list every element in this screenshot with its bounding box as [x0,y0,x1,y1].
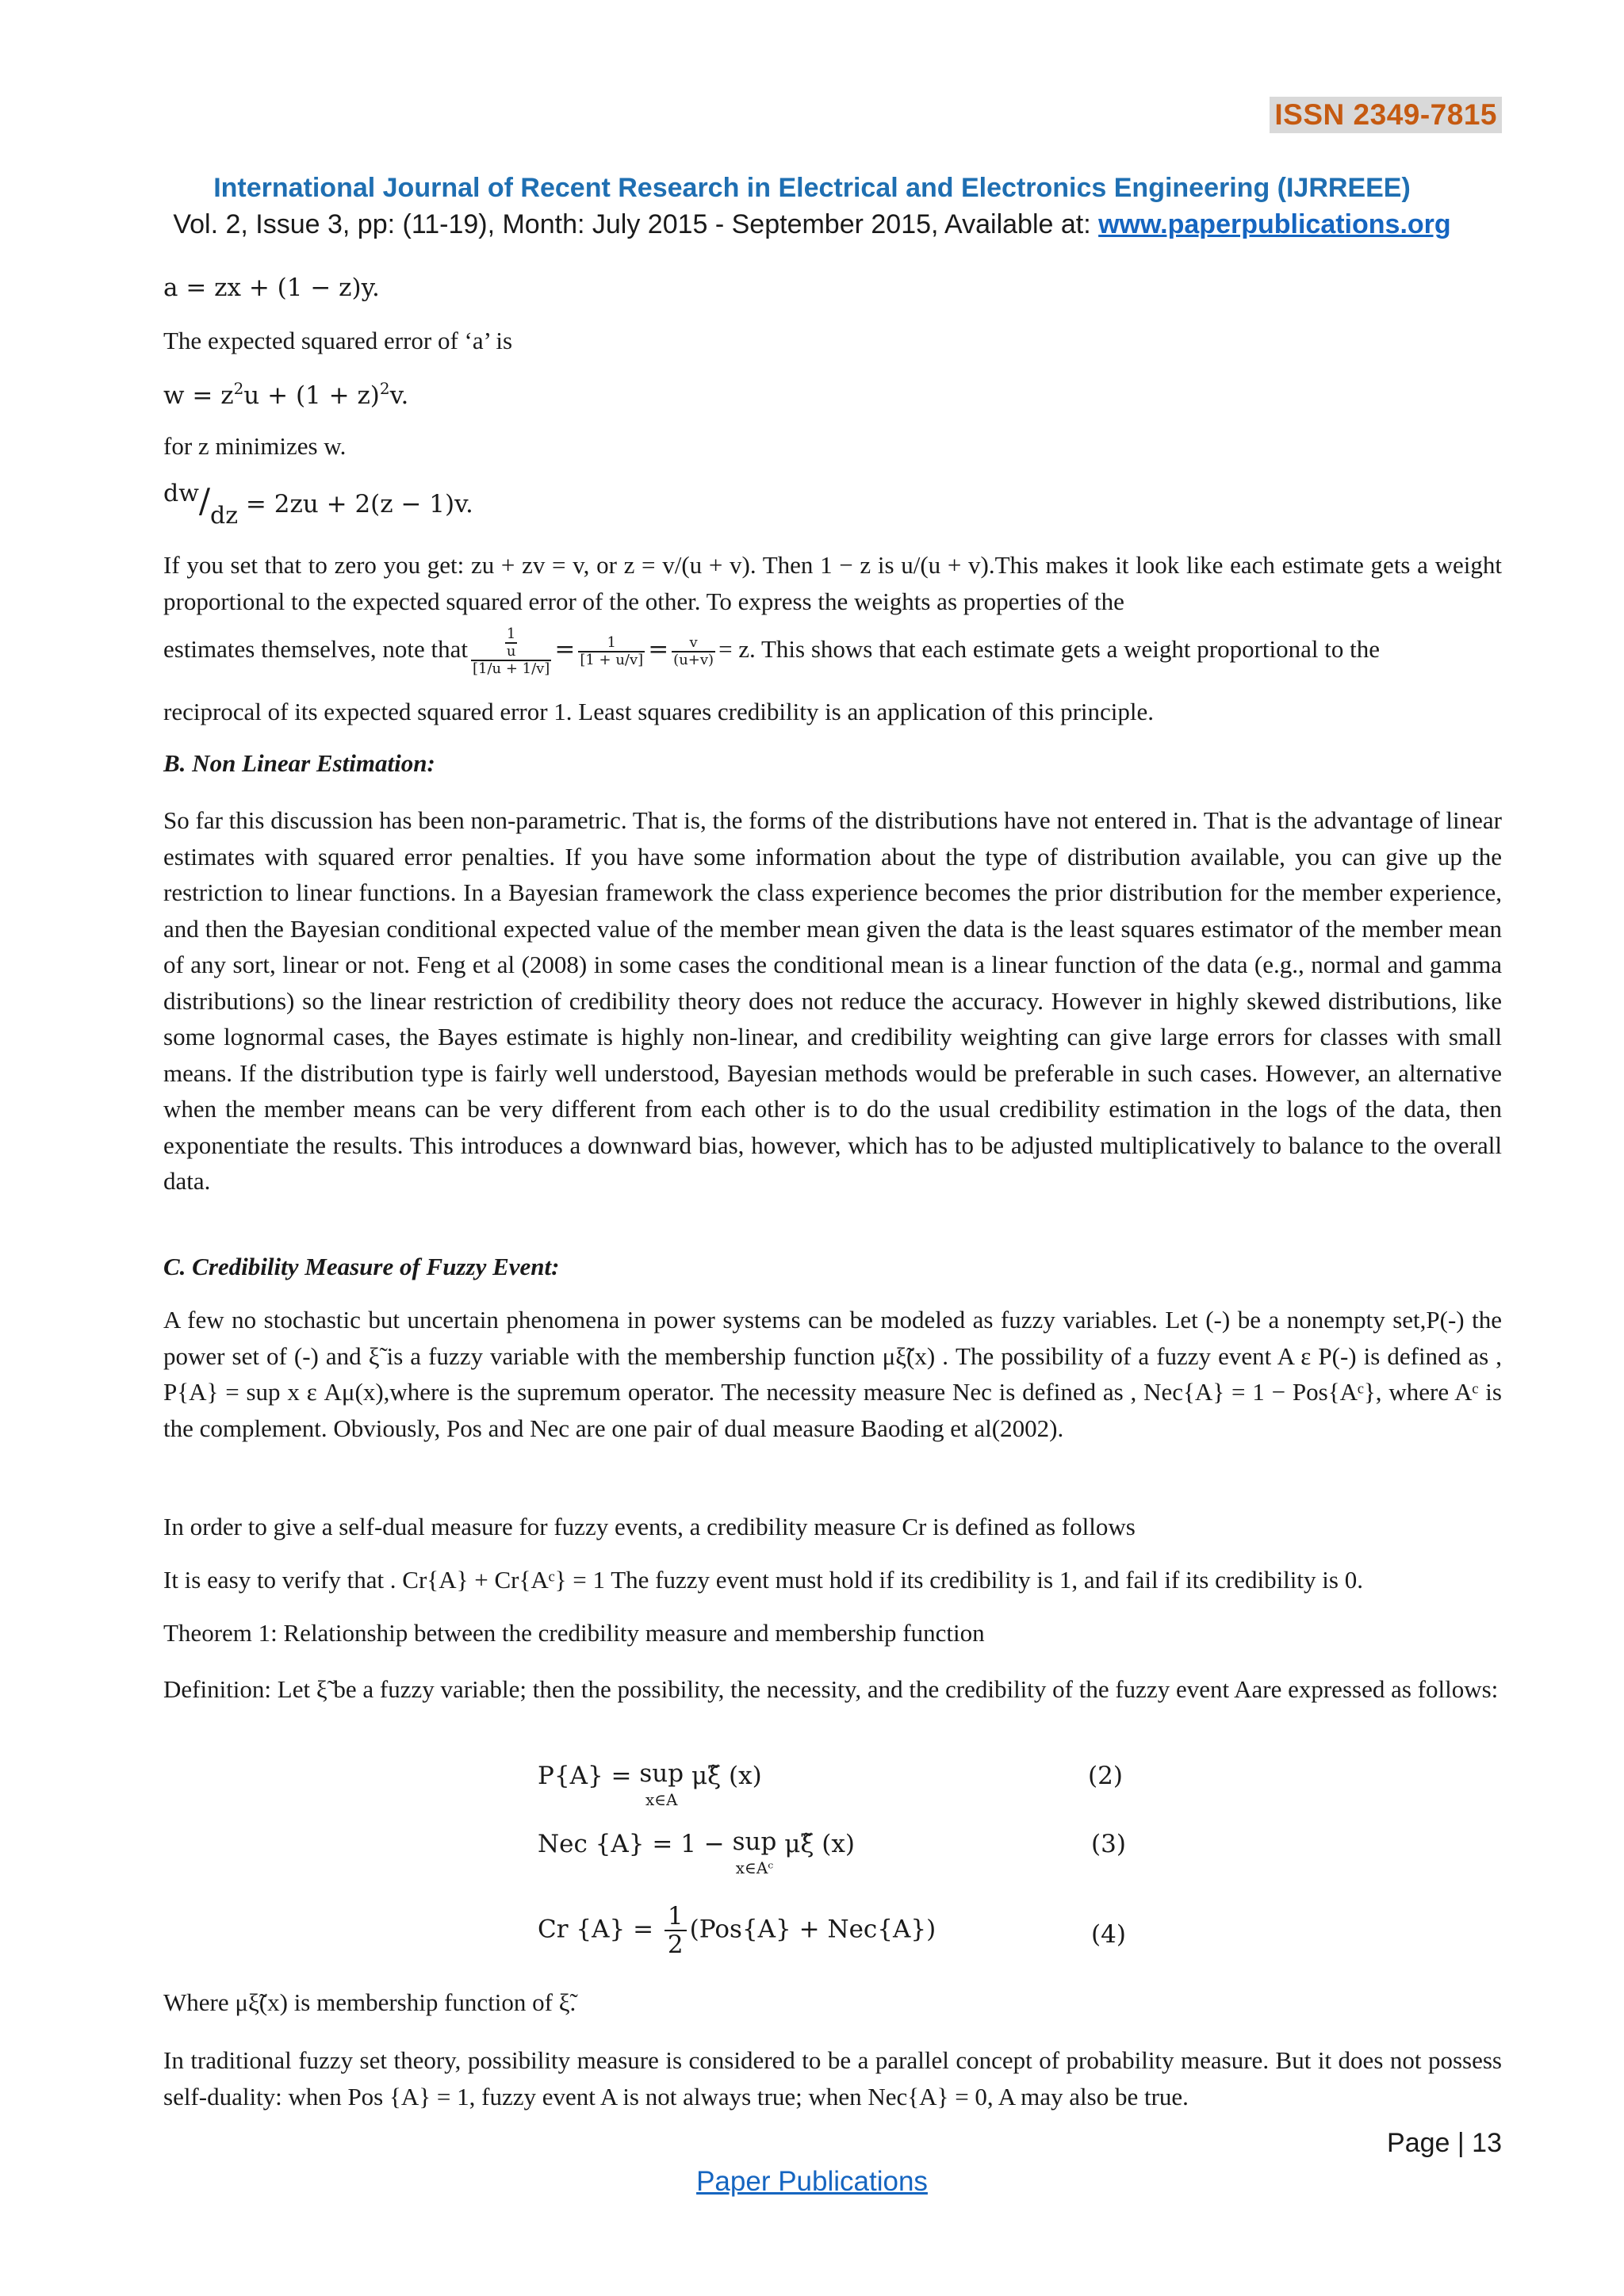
eq3-sup-sub: x∈Aᶜ [735,1858,774,1877]
equation-a: a = zx + (1 − z)y. [163,274,380,302]
eq4-fraction [665,1903,687,1958]
frac3-num: v [672,635,715,652]
deriv-rhs: = 2zu + 2(z − 1)v. [245,490,473,519]
eq3-sup-word: sup [732,1827,777,1856]
frac1-den: [1/u + 1/v] [472,660,550,677]
fraction-line [163,626,1380,677]
equation-4-number: (4) [1091,1920,1126,1949]
expected-error-text: The expected squared error of ‘a’ is [163,327,513,354]
superscript-2: 2 [379,379,390,398]
frac1-num [471,626,551,661]
superscript-2: 2 [233,379,244,398]
deriv-numerator: dw [163,480,199,507]
eq4-rhs: (Pos{A} + Nec{A}) [689,1915,936,1944]
paragraph-traditional: In traditional fuzzy set theory, possibility measure is considered to be a parallel concept of probability measure. But it does not possess self-duality: when Pos {A} = 1, fuzzy event A is not always true; when Nec{A} = 0, A may also be true. [163,2046,1502,2110]
fraction-3 [672,635,715,668]
eq-w-suffix: v. [389,381,409,410]
eq3-lhs: Nec {A} = 1 − [538,1830,733,1858]
eq3-sup [732,1827,777,1880]
paragraph-weights: If you set that to zero you get: zu + zv = v, or z = v/(u + v). Then 1 − z is u/(u + v).This makes it look like each estimate gets a weight proportional to the expected squared error of the other. To express the weights as properties of the [163,551,1502,615]
frac1-inner-den: u [506,643,516,660]
equation-w [163,379,408,410]
equation-2-number: (2) [1088,1762,1123,1790]
frac2-den: [1 + u/v] [580,652,644,668]
eq-w-prefix: w = z [163,381,234,410]
derivative-equation: dw/dz = 2zu + 2(z − 1)v. [163,480,473,530]
equals-sign: = [554,635,576,664]
heading-non-linear: B. Non Linear Estimation: [163,749,435,777]
equals-sign: = [648,635,669,664]
paragraph-non-linear: So far this discussion has been non-parametric. That is, the forms of the distributions have not entered in. That is the advantage of linear estimates with squared error penalties. If you have some information about the type of distribution available, you can give up the restriction to linear functions. In a Bayesian framework the class experience becomes the prior distribution for the member experience, and then the Bayesian conditional expected value of the member mean given the data is the least squares estimator of the member mean of any sort, linear or not. Feng et al (2008) in some cases the conditional mean is a linear function of the data (e.g., normal and gamma distributions) so the linear restriction of credibility theory does not reduce the accuracy. However in highly skewed distributions, like some lognormal cases, the Bayes estimate is highly non-linear, and credibility weighting can give large errors for classes with small means. If the distribution type is fairly well understood, Bayesian methods would be preferable in such cases. However, an alternative when the member means can be very different from each other is to do the usual credibility estimation in the logs of the data, then exponentiate the results. This introduces a downward bias, however, which has to be adjusted multiplicatively to balance to the overall data. [163,806,1502,1195]
eq2-sup-word: sup [639,1759,684,1788]
minimize-text: for z minimizes w. [163,432,347,460]
eq2-rhs: μξ̃ (x) [691,1762,762,1790]
eq2-lhs: P{A} = [538,1762,640,1790]
website-link[interactable]: www.paperpublications.org [1098,209,1451,239]
fraction-line-start: estimates themselves, note that [163,635,468,664]
eq4-frac-num: 1 [665,1903,687,1931]
page-number: Page | 13 [1387,2128,1502,2158]
volume-info: Vol. 2, Issue 3, pp: (11-19), Month: July 2015 - September 2015, Available at: [173,209,1099,239]
verify-text: It is easy to verify that . Cr{A} + Cr{Aᶜ} = 1 The fuzzy event must hold if its credibility is 1, and fail if its credibility is 0. [163,1566,1363,1594]
definition-text: Definition: Let ξ̃ be a fuzzy variable; then the possibility, the necessity, and the credibility of the fuzzy event Aare expressed as follows: [163,1675,1499,1703]
fraction-1 [471,626,551,677]
equation-2 [538,1759,762,1812]
paragraph-fuzzy: A few no stochastic but uncertain phenomena in power systems can be modeled as fuzzy variables. Let (-) be a nonempty set,P(-) the power set of (-) and ξ̃ is a fuzzy variable with the membership function μξ̃(x) . The possibility of a fuzzy event A ε P(-) is defined as , P{A} = sup x ε Aμ(x),where is the supremum operator. The necessity measure Nec is defined as , Nec{A} = 1 − Pos{Aᶜ}, where Aᶜ is the complement. Obviously, Pos and Nec are one pair of dual measure Baoding et al(2002). [163,1306,1502,1442]
volume-info-line [0,209,1624,240]
eq4-lhs: Cr {A} = [538,1915,661,1944]
equation-4 [538,1903,936,1958]
frac1-inner-num: 1 [505,626,518,644]
equation-3 [538,1827,855,1880]
eq3-rhs: μξ̃ (x) [784,1830,855,1858]
least-squares-line: reciprocal of its expected squared error 1. Least squares credibility is an application of this principle. [163,698,1155,725]
eq2-sup-sub: x∈A [645,1790,678,1809]
deriv-denominator: dz [210,502,239,530]
theorem-1: Theorem 1: Relationship between the credibility measure and membership function [163,1619,985,1647]
membership-function-line: Where μξ̃(x) is membership function of ξ̃. [163,1988,576,2016]
fraction-2 [578,635,645,668]
journal-title: International Journal of Recent Research in Electrical and Electronics Engineering (IJRREEE) [213,173,1411,203]
frac2-num: 1 [578,635,645,652]
eq2-sup [639,1759,684,1812]
equation-3-number: (3) [1091,1830,1126,1858]
publisher-link[interactable]: Paper Publications [696,2166,928,2197]
eq-w-mid: u + (1 + z) [243,381,380,410]
fraction-line-end: = z. This shows that each estimate gets a weight proportional to the [718,635,1380,664]
eq4-frac-den: 2 [667,1931,684,1959]
self-dual-text: In order to give a self-dual measure for fuzzy events, a credibility measure Cr is defined as follows [163,1513,1136,1540]
heading-credibility: C. Credibility Measure of Fuzzy Event: [163,1253,560,1280]
frac3-den: (u+v) [673,652,714,668]
issn-badge: ISSN 2349-7815 [1270,97,1502,133]
